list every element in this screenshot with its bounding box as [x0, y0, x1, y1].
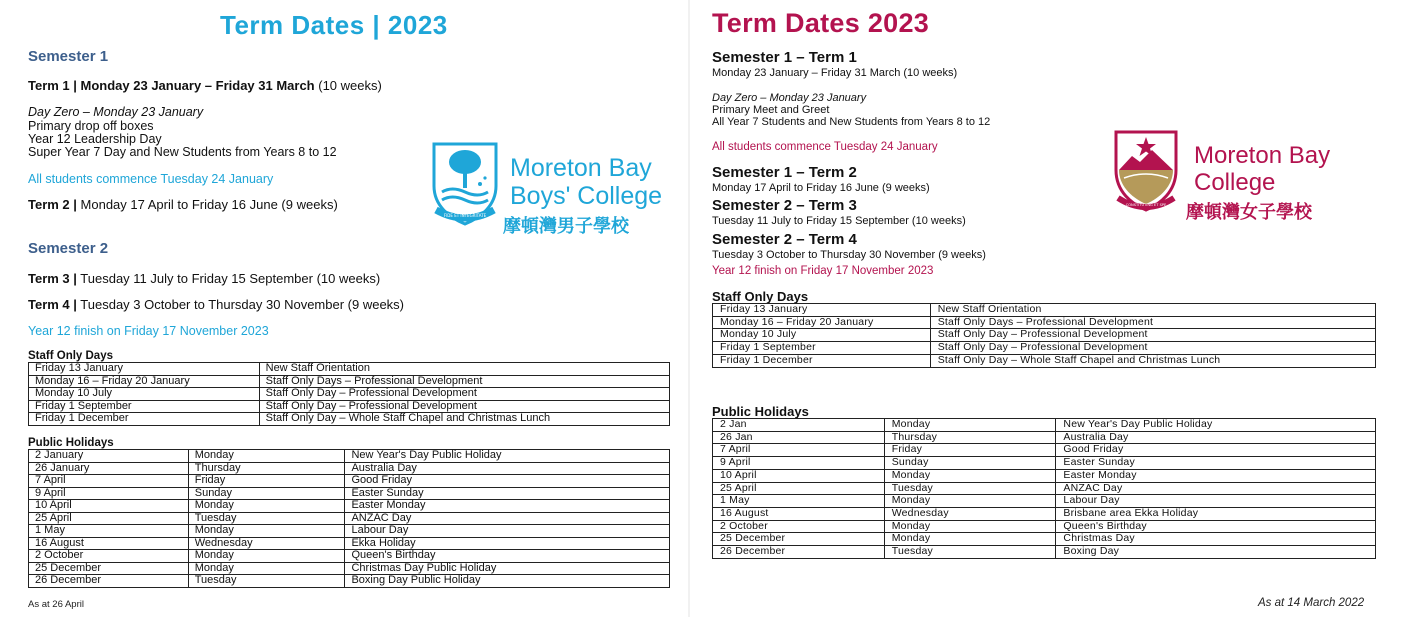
term-2-label: Term 2 |: [28, 197, 77, 212]
holiday-row-cell: Easter Monday: [345, 500, 670, 513]
holiday-row-cell: 2 Jan: [713, 419, 885, 432]
holiday-row: [713, 431, 1376, 444]
holiday-row-cell: Christmas Day: [1056, 533, 1376, 546]
staff-day-row-cell: Staff Only Day – Whole Staff Chapel and Christmas Lunch: [930, 354, 1375, 367]
day-zero-item: All Year 7 Students and New Students from Years 8 to 12: [712, 116, 991, 128]
holiday-row: [29, 575, 670, 588]
staff-day-row-cell: Staff Only Day – Professional Development: [930, 329, 1375, 342]
staff-day-row-cell: Monday 10 July: [713, 329, 931, 342]
staff-day-row-cell: Staff Only Day – Whole Staff Chapel and Christmas Lunch: [259, 413, 669, 426]
holiday-row-cell: Easter Sunday: [1056, 457, 1376, 470]
holiday-row: [713, 482, 1376, 495]
logo-school-name-line-2: College: [1194, 169, 1276, 196]
holiday-row-cell: Monday: [188, 500, 345, 513]
staff-day-row: [29, 400, 670, 413]
holiday-row-cell: Easter Monday: [1056, 469, 1376, 482]
holiday-row-cell: Queen's Birthday: [345, 550, 670, 563]
mountain-star-crest-icon: [1110, 126, 1182, 212]
term-1-label: Term 1 | Monday 23 January – Friday 31 March: [28, 78, 315, 93]
public-holidays-table: [712, 418, 1376, 559]
holiday-row-cell: Monday: [188, 450, 345, 463]
holiday-row-cell: Sunday: [884, 457, 1056, 470]
staff-day-row-cell: New Staff Orientation: [930, 304, 1375, 317]
staff-day-row-cell: Monday 16 – Friday 20 January: [29, 375, 260, 388]
semester-1-term-2-heading: Semester 1 – Term 2: [712, 164, 857, 181]
holiday-row-cell: 10 April: [29, 500, 189, 513]
holiday-row-cell: Monday: [884, 520, 1056, 533]
term-4-label: Term 4 |: [28, 297, 77, 312]
staff-day-row-cell: Friday 1 September: [29, 400, 260, 413]
day-zero-heading: Day Zero – Monday 23 January: [28, 105, 204, 119]
holiday-row-cell: Good Friday: [345, 475, 670, 488]
term-1-line: [28, 78, 382, 93]
public-holidays-heading: Public Holidays: [712, 404, 809, 419]
holiday-row: [29, 512, 670, 525]
holiday-row-cell: Good Friday: [1056, 444, 1376, 457]
staff-day-row: [713, 342, 1376, 355]
staff-day-row-cell: Friday 13 January: [713, 304, 931, 317]
day-zero-item: Super Year 7 Day and New Students from Years 8 to 12: [28, 145, 337, 159]
term-4-line: [28, 297, 404, 312]
holiday-row-cell: 25 December: [713, 533, 885, 546]
term-1-dates: Monday 23 January – Friday 31 March (10 weeks): [712, 67, 958, 79]
holiday-row: [713, 469, 1376, 482]
holiday-row-cell: 25 April: [29, 512, 189, 525]
holiday-row: [713, 546, 1376, 559]
college-logo: [1110, 126, 1360, 222]
holiday-row-cell: Ekka Holiday: [345, 537, 670, 550]
holiday-row-cell: Easter Sunday: [345, 487, 670, 500]
holiday-row: [713, 507, 1376, 520]
holiday-row-cell: 7 April: [713, 444, 885, 457]
holiday-row: [713, 419, 1376, 432]
staff-day-row: [713, 354, 1376, 367]
page-title: Term Dates | 2023: [220, 10, 448, 40]
staff-days-table: [712, 303, 1376, 368]
holiday-row-cell: Boxing Day Public Holiday: [345, 575, 670, 588]
holiday-row-cell: Wednesday: [884, 507, 1056, 520]
term-3-dates: Tuesday 11 July to Friday 15 September (10 weeks): [76, 271, 381, 286]
year-12-finish-note: Year 12 finish on Friday 17 November 2023: [28, 324, 269, 338]
as-at-note: As at 26 April: [28, 599, 84, 610]
holiday-row-cell: Australia Day: [1056, 431, 1376, 444]
holiday-row-cell: Brisbane area Ekka Holiday: [1056, 507, 1376, 520]
holiday-row-cell: Friday: [884, 444, 1056, 457]
holiday-row-cell: Monday: [884, 419, 1056, 432]
holiday-row-cell: Labour Day: [1056, 495, 1376, 508]
holiday-row-cell: Tuesday: [884, 546, 1056, 559]
day-zero-item: Year 12 Leadership Day: [28, 132, 162, 146]
as-at-note: As at 14 March 2022: [1258, 597, 1365, 609]
term-2-line: [28, 197, 338, 212]
college-term-dates-panel: [690, 0, 1417, 617]
holiday-row-cell: Monday: [884, 533, 1056, 546]
holiday-row: [29, 562, 670, 575]
staff-day-row-cell: Staff Only Day – Professional Development: [259, 388, 669, 401]
logo-school-name-line-1: Moreton Bay: [510, 154, 652, 182]
logo-chinese-name: 摩頓灣男子學校: [503, 216, 629, 236]
public-holidays-heading: Public Holidays: [28, 437, 114, 449]
holiday-row-cell: ANZAC Day: [345, 512, 670, 525]
holiday-row: [29, 537, 670, 550]
staff-day-row: [29, 375, 670, 388]
semester-2-term-3-heading: Semester 2 – Term 3: [712, 197, 857, 214]
holiday-row-cell: 1 May: [29, 525, 189, 538]
logo-chinese-name: 摩頓灣女子學校: [1186, 202, 1312, 222]
holiday-row-cell: Queen's Birthday: [1056, 520, 1376, 533]
staff-day-row: [713, 329, 1376, 342]
holiday-row: [713, 457, 1376, 470]
staff-day-row: [713, 304, 1376, 317]
holiday-row: [29, 462, 670, 475]
holiday-row-cell: 26 January: [29, 462, 189, 475]
holiday-row: [713, 495, 1376, 508]
holiday-row-cell: 2 October: [29, 550, 189, 563]
holiday-row-cell: 16 August: [29, 537, 189, 550]
page-title: Term Dates 2023: [712, 8, 930, 38]
holiday-row-cell: New Year's Day Public Holiday: [345, 450, 670, 463]
term-4-dates: Tuesday 3 October to Thursday 30 November (9 weeks): [76, 297, 405, 312]
staff-day-row: [713, 316, 1376, 329]
year-12-finish-note: Year 12 finish on Friday 17 November 2023: [712, 265, 934, 277]
staff-day-row-cell: Staff Only Days – Professional Development: [259, 375, 669, 388]
holiday-row-cell: 16 August: [713, 507, 885, 520]
term-3-dates: Tuesday 11 July to Friday 15 September (10 weeks): [712, 215, 966, 227]
holiday-row-cell: Tuesday: [188, 575, 345, 588]
holiday-row-cell: 25 April: [713, 482, 885, 495]
holiday-row-cell: 1 May: [713, 495, 885, 508]
holiday-row-cell: Sunday: [188, 487, 345, 500]
holiday-row-cell: ANZAC Day: [1056, 482, 1376, 495]
boys-college-logo: [430, 140, 670, 236]
semester-2-heading: Semester 2: [28, 240, 109, 257]
holiday-row-cell: Christmas Day Public Holiday: [345, 562, 670, 575]
holiday-row-cell: 26 December: [713, 546, 885, 559]
holiday-row-cell: 10 April: [713, 469, 885, 482]
day-zero-item: Primary drop off boxes: [28, 119, 154, 133]
holiday-row: [713, 533, 1376, 546]
holiday-row-cell: Friday: [188, 475, 345, 488]
holiday-row: [29, 450, 670, 463]
holiday-row-cell: Monday: [884, 495, 1056, 508]
crest-motto: CONSTITUTING ET SPE: [1125, 203, 1167, 207]
holiday-row-cell: Wednesday: [188, 537, 345, 550]
staff-days-heading: Staff Only Days: [28, 350, 113, 362]
staff-days-table: [28, 362, 670, 426]
holiday-row-cell: Australia Day: [345, 462, 670, 475]
staff-days-heading: Staff Only Days: [712, 289, 809, 304]
staff-day-row-cell: Friday 1 December: [29, 413, 260, 426]
holiday-row-cell: 2 October: [713, 520, 885, 533]
holiday-row: [29, 550, 670, 563]
day-zero-item: Primary Meet and Greet: [712, 104, 830, 116]
holiday-row-cell: Monday: [188, 550, 345, 563]
holiday-row-cell: New Year's Day Public Holiday: [1056, 419, 1376, 432]
term-2-dates: Monday 17 April to Friday 16 June (9 weeks): [76, 197, 338, 212]
holiday-row-cell: 26 December: [29, 575, 189, 588]
staff-day-row-cell: Friday 1 December: [713, 354, 931, 367]
holiday-row-cell: Tuesday: [884, 482, 1056, 495]
holiday-row-cell: 26 Jan: [713, 431, 885, 444]
staff-day-row-cell: Staff Only Days – Professional Development: [930, 316, 1375, 329]
term-4-dates: Tuesday 3 October to Thursday 30 November (9 weeks): [712, 249, 986, 261]
holiday-row-cell: 9 April: [29, 487, 189, 500]
holiday-row-cell: Tuesday: [188, 512, 345, 525]
staff-day-row: [29, 363, 670, 376]
holiday-row-cell: 7 April: [29, 475, 189, 488]
commence-note: All students commence Tuesday 24 January: [28, 172, 274, 186]
holiday-row-cell: Monday: [188, 525, 345, 538]
holiday-row-cell: 9 April: [713, 457, 885, 470]
boys-college-term-dates-panel: [0, 0, 690, 617]
commence-note: All students commence Tuesday 24 January: [712, 141, 938, 153]
holiday-row-cell: Labour Day: [345, 525, 670, 538]
holiday-row: [29, 475, 670, 488]
staff-day-row-cell: New Staff Orientation: [259, 363, 669, 376]
holiday-row: [713, 444, 1376, 457]
staff-day-row-cell: Friday 13 January: [29, 363, 260, 376]
holiday-row-cell: Boxing Day: [1056, 546, 1376, 559]
holiday-row: [713, 520, 1376, 533]
semester-2-term-4-heading: Semester 2 – Term 4: [712, 231, 857, 248]
holiday-row: [29, 500, 670, 513]
staff-day-row-cell: Friday 1 September: [713, 342, 931, 355]
tree-shield-crest-icon: [430, 140, 500, 226]
crest-motto: FIDE ET INTEGRITATE: [443, 213, 487, 218]
logo-school-name-line-2: Boys' College: [510, 182, 663, 210]
staff-day-row-cell: Staff Only Day – Professional Development: [259, 400, 669, 413]
holiday-row: [29, 487, 670, 500]
staff-day-row-cell: Monday 16 – Friday 20 January: [713, 316, 931, 329]
term-1-weeks: (10 weeks): [314, 78, 382, 93]
term-3-label: Term 3 |: [28, 271, 77, 286]
public-holidays-table: [28, 449, 670, 588]
holiday-row-cell: Thursday: [884, 431, 1056, 444]
holiday-row-cell: Monday: [188, 562, 345, 575]
semester-1-term-1-heading: Semester 1 – Term 1: [712, 49, 857, 66]
holiday-row-cell: 2 January: [29, 450, 189, 463]
holiday-row-cell: Thursday: [188, 462, 345, 475]
holiday-row-cell: Monday: [884, 469, 1056, 482]
staff-day-row-cell: Monday 10 July: [29, 388, 260, 401]
term-3-line: [28, 271, 380, 286]
holiday-row-cell: 25 December: [29, 562, 189, 575]
semester-1-heading: Semester 1: [28, 48, 109, 65]
term-2-dates: Monday 17 April to Friday 16 June (9 weeks): [712, 182, 930, 194]
staff-day-row: [29, 388, 670, 401]
holiday-row: [29, 525, 670, 538]
staff-day-row-cell: Staff Only Day – Professional Development: [930, 342, 1375, 355]
logo-school-name-line-1: Moreton Bay: [1194, 142, 1331, 169]
day-zero-heading: Day Zero – Monday 23 January: [712, 92, 867, 104]
staff-day-row: [29, 413, 670, 426]
